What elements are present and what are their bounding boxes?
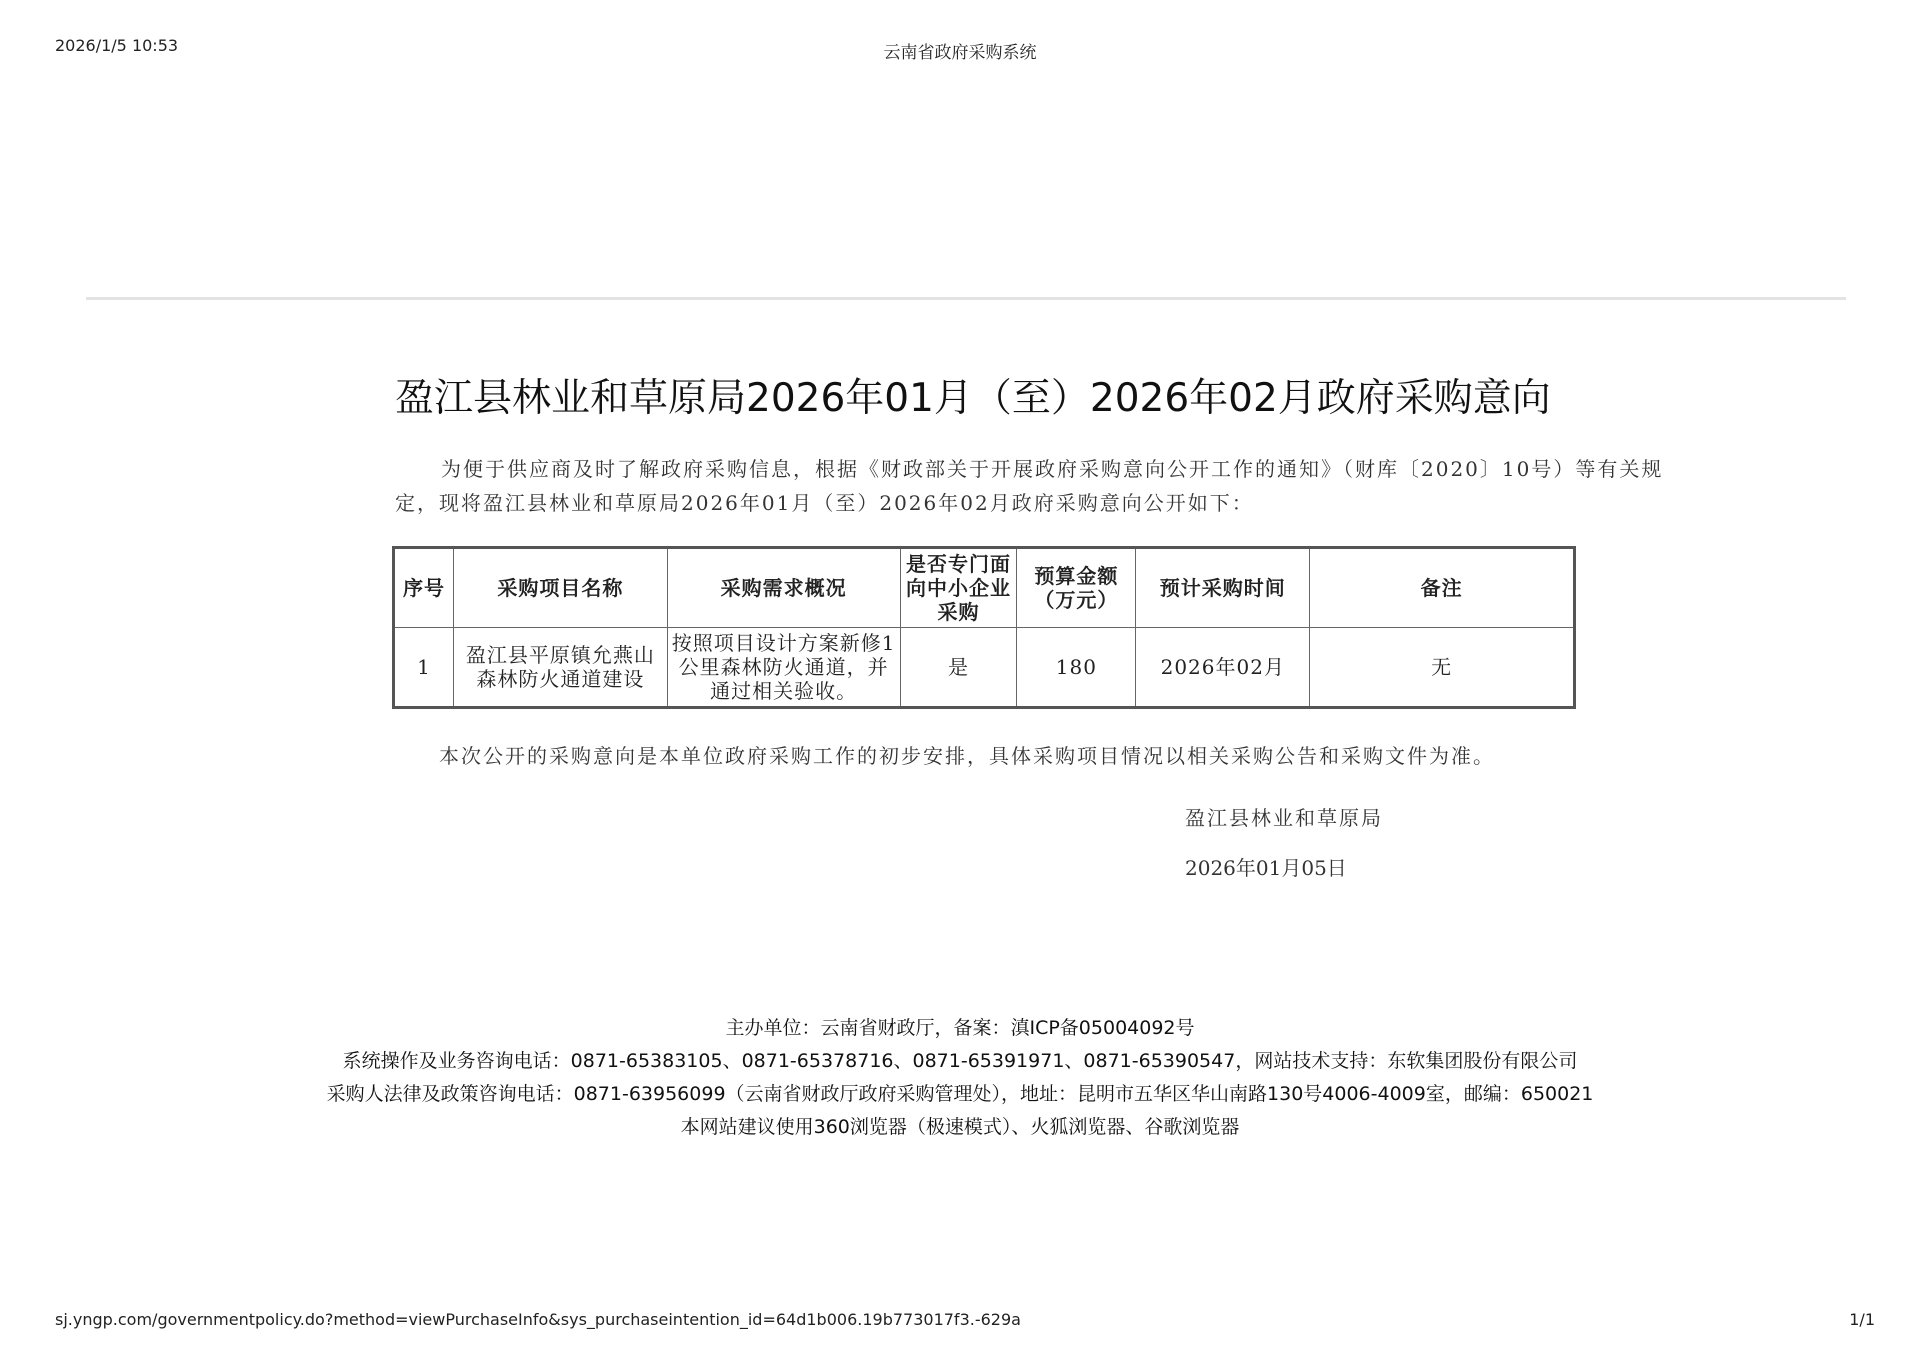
site-footer [0, 1012, 1920, 1144]
header-cell: 预计采购时间 [1136, 549, 1310, 628]
header-cell: 预算金额（万元） [1017, 549, 1136, 628]
table-header-row [395, 549, 1574, 628]
cell-project-name: 盈江县平原镇允燕山森林防火通道建设 [453, 628, 667, 707]
cell-remarks: 无 [1310, 628, 1574, 707]
table-row [395, 628, 1574, 707]
cell-index: 1 [395, 628, 454, 707]
header-cell: 序号 [395, 549, 454, 628]
cell-requirement: 按照项目设计方案新修1公里森林防火通道，并通过相关验收。 [667, 628, 900, 707]
print-page-number: 1/1 [1849, 1310, 1875, 1329]
footer-line: 系统操作及业务咨询电话：0871-65383105、0871-65378716、0871-65391971、0871-65390547，网站技术支持：东软集团股份有限公司 [342, 1050, 1578, 1072]
footer-line: 采购人法律及政策咨询电话：0871-63956099（云南省财政厅政府采购管理处），地址：昆明市五华区华山南路130号4006-4009室，邮编：650021 [326, 1083, 1594, 1105]
closing-statement: 本次公开的采购意向是本单位政府采购工作的初步安排，具体采购项目情况以相关采购公告和采购文件为准。 [439, 744, 1495, 768]
cell-budget: 180 [1017, 628, 1136, 707]
header-cell: 采购项目名称 [453, 549, 667, 628]
header-divider [86, 297, 1846, 300]
cell-planned-time: 2026年02月 [1136, 628, 1310, 707]
signature-org: 盈江县林业和草原局 [1185, 806, 1383, 830]
print-site-title: 云南省政府采购系统 [883, 43, 1037, 63]
footer-line: 主办单位：云南省财政厅，备案：滇ICP备05004092号 [725, 1017, 1195, 1039]
page-title: 盈江县林业和草原局2026年01月（至）2026年02月政府采购意向 [395, 376, 1551, 421]
signature-date: 2026年01月05日 [1185, 856, 1347, 880]
header-cell: 备注 [1310, 549, 1574, 628]
procurement-table [394, 548, 1574, 707]
intro-paragraph: 为便于供应商及时了解政府采购信息，根据《财政部关于开展政府采购意向公开工作的通知》（财库〔2020〕10号）等有关规定，现将盈江县林业和草原局2026年01月（至）2026年02月政府采购意向公开如下： [395, 457, 1664, 515]
cell-sme-only: 是 [900, 628, 1017, 707]
print-url: sj.yngp.com/governmentpolicy.do?method=viewPurchaseInfo&sys_purchaseintention_id=64d1b006.19b773017f3.-629a [55, 1310, 1021, 1329]
header-cell: 采购需求概况 [667, 549, 900, 628]
print-datetime: 2026/1/5 10:53 [55, 36, 179, 55]
footer-line: 本网站建议使用360浏览器（极速模式）、火狐浏览器、谷歌浏览器 [680, 1116, 1240, 1138]
header-cell: 是否专门面向中小企业采购 [900, 549, 1017, 628]
